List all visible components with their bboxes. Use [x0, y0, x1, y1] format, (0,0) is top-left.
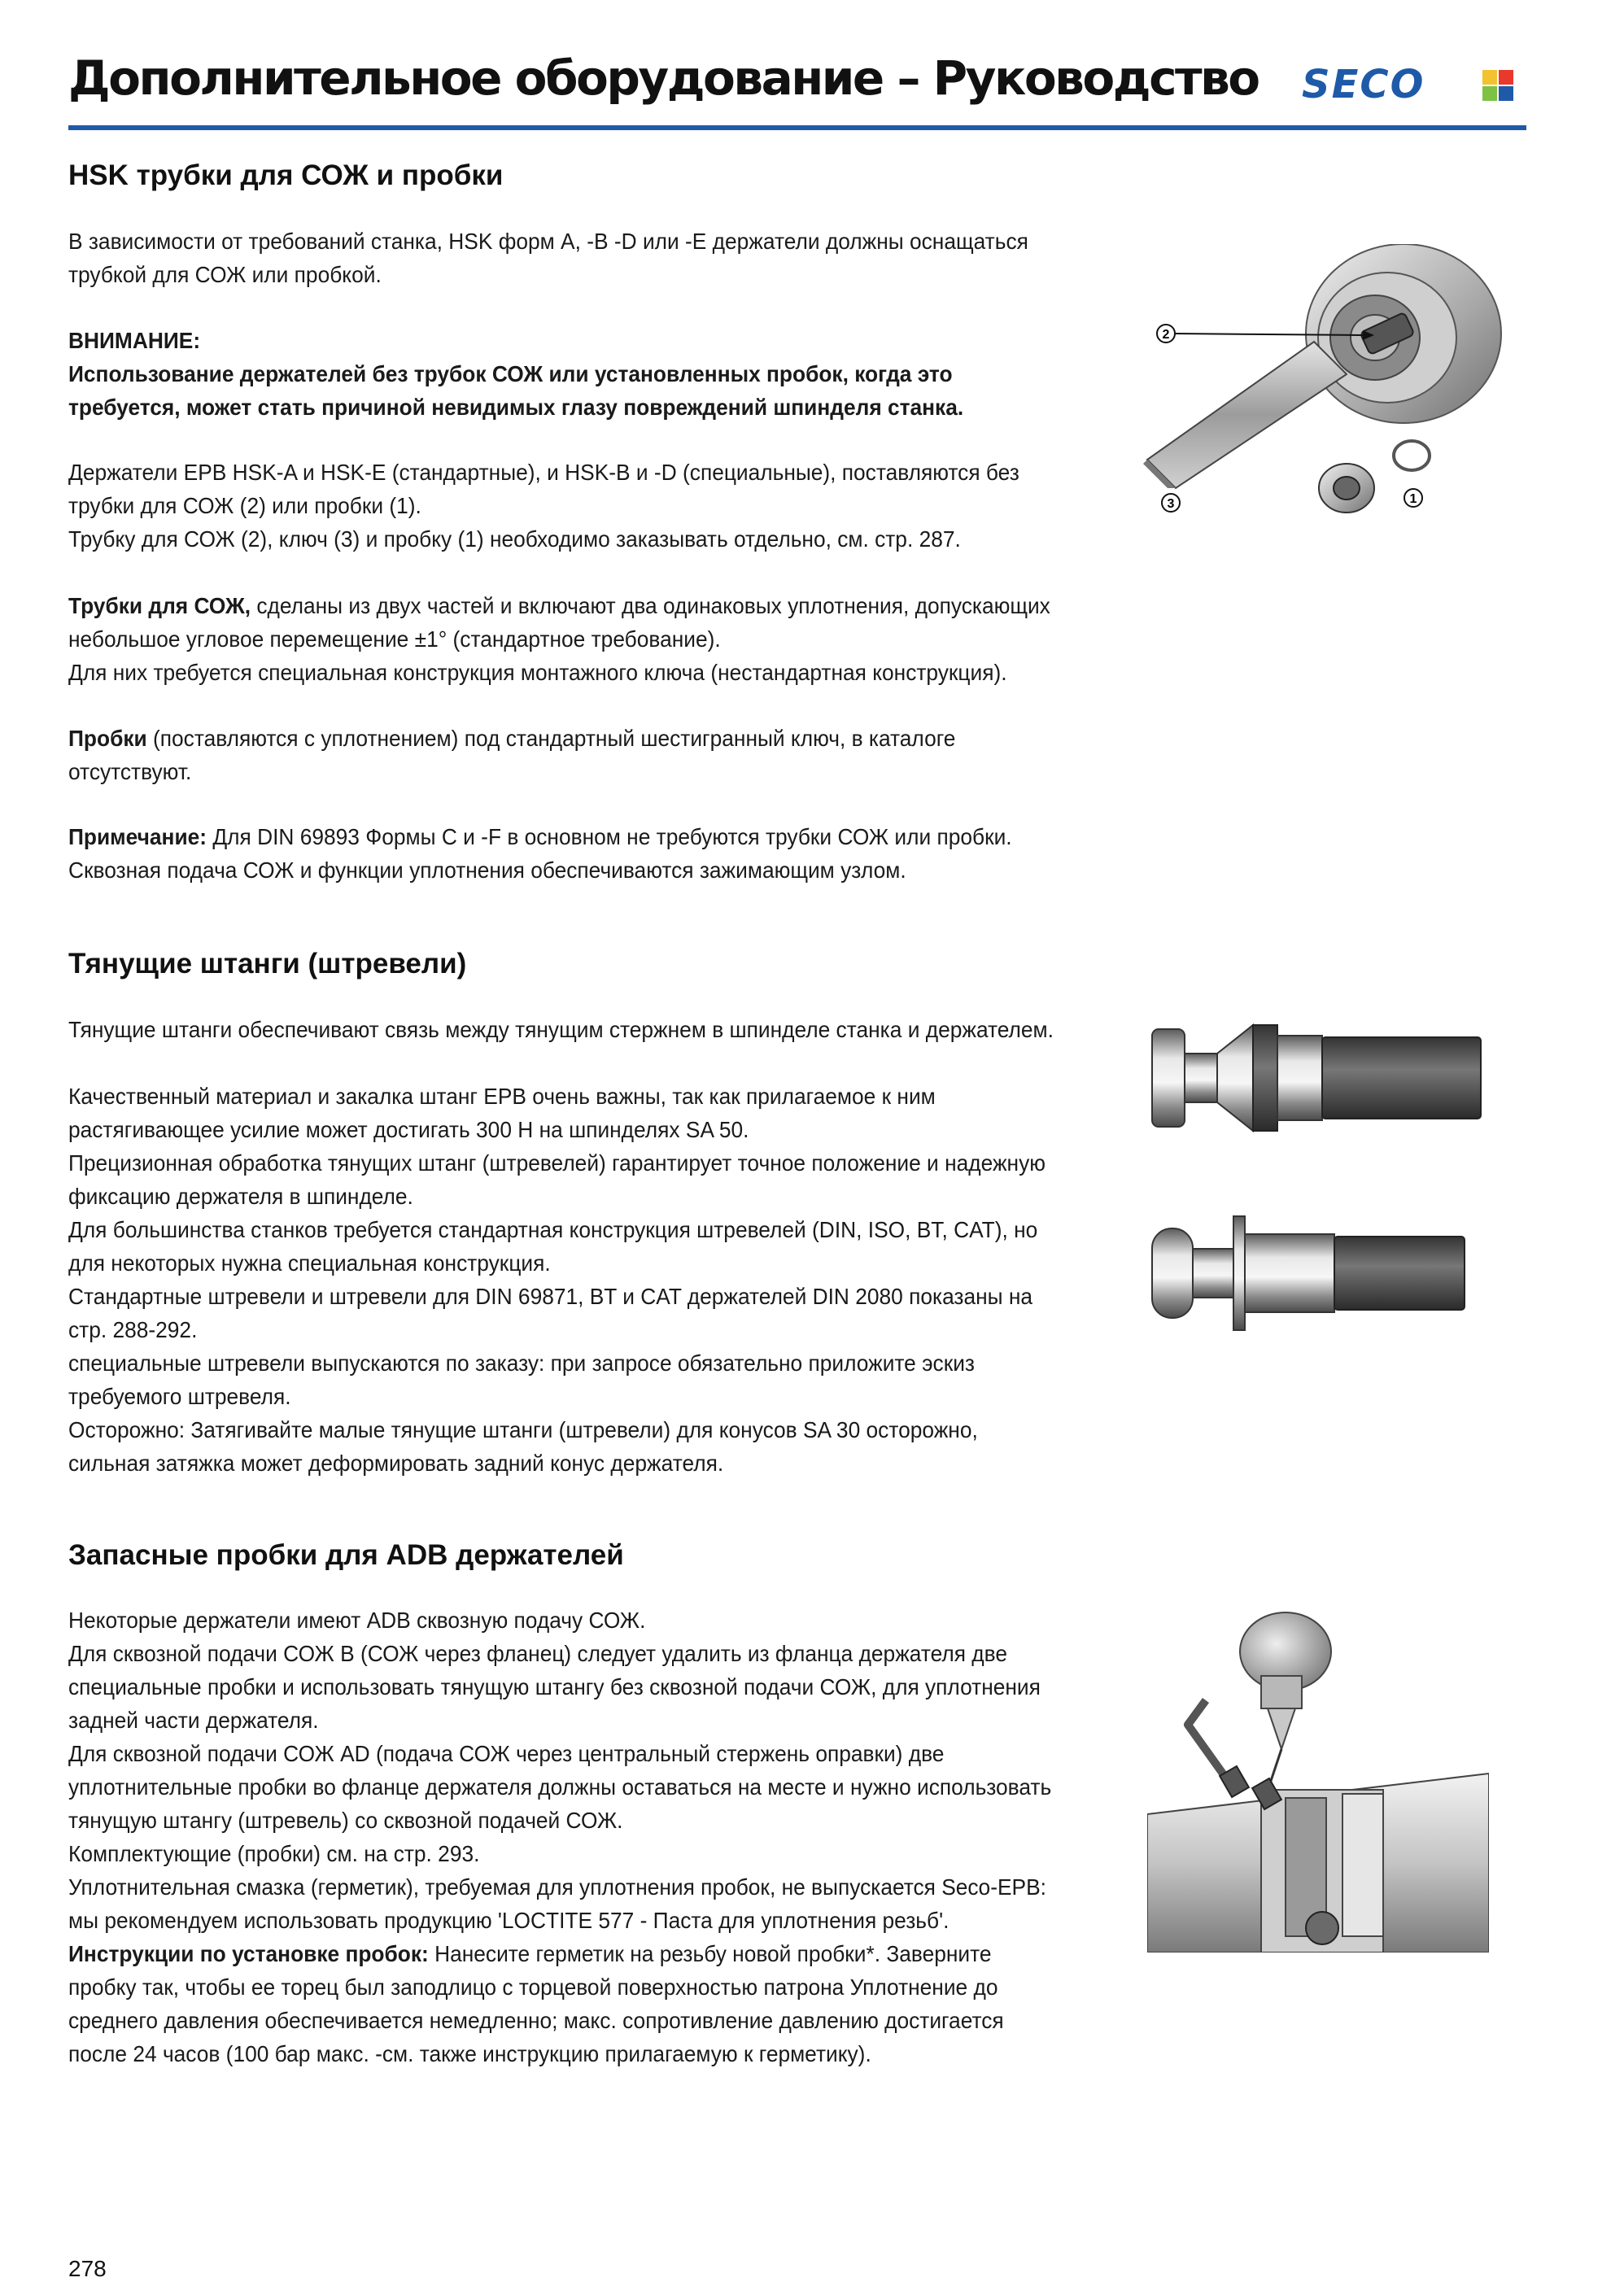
callout-2: 2 [1162, 328, 1170, 342]
section-title-adb-plugs: Запасные пробки для ADB держателей [68, 1539, 624, 1571]
inline-bold: Трубки для СОЖ, [68, 593, 251, 618]
paragraph: Прецизионная обработка тянущих штанг (штревелей) гарантирует точное положение и надежную фиксацию держателя в шпинделе. [68, 1150, 1046, 1209]
section-title-pull-studs: Тянущие штанги (штревели) [68, 948, 467, 980]
section-title-hsk: HSK трубки для СОЖ и пробки [68, 159, 504, 191]
header-rule [68, 125, 1526, 130]
adb-plug-install-image [1147, 1611, 1489, 1952]
inline-bold: Инструкции по установке пробок: [68, 1941, 429, 1966]
paragraph: Сквозная подача СОЖ и функции уплотнения обеспечиваются зажимающим узлом. [68, 857, 906, 883]
inline-text: Для DIN 69893 Формы C и -F в основном не требуются трубки СОЖ или пробки. [207, 824, 1012, 849]
paragraph [68, 589, 1055, 656]
logo-text: SECO [1302, 62, 1425, 107]
logo-squares-icon [1482, 70, 1515, 103]
paragraph: Уплотнительная смазка (герметик), требуемая для уплотнения пробок, не выпускается Seco-EPB: мы рекомендуем использовать продукцию 'LOCTITE 577 - Паста для уплотнения резьб'. [68, 1874, 1046, 1933]
pull-stud-images [1147, 1021, 1489, 1355]
inline-bold: Пробки [68, 726, 147, 751]
paragraph: В зависимости от требований станка, HSK форм А, -В -D или -Е держатели должны оснащаться трубкой для СОЖ или пробкой. [68, 229, 1028, 287]
paragraph: Тянущие штанги обеспечивают связь между тянущим стержнем в шпинделе станка и держателем. [68, 1017, 1054, 1042]
paragraph: специальные штревели выпускаются по заказу: при запросе обязательно приложите эскиз требуемого штревеля. [68, 1350, 975, 1409]
paragraph [68, 820, 1055, 853]
warning-heading: ВНИМАНИЕ: [68, 328, 201, 353]
inline-text: (поставляются с уплотнением) под стандартный шестигранный ключ, в каталоге отсутствуют. [68, 726, 956, 784]
page-title: Дополнительное оборудование – Руководство [68, 50, 1259, 106]
paragraph: Держатели EPB HSK-A и HSK-E (стандартные), и HSK-B и -D (специальные), поставляются без трубки для СОЖ (2) или пробки (1). [68, 460, 1019, 518]
paragraph: Для сквозной подачи СОЖ В (СОЖ через фланец) следует удалить из фланца держателя две специальные пробки и использовать тянущую штангу без сквозной подачи СОЖ, для уплотнения задней части держателя. [68, 1641, 1041, 1733]
paragraph: Для сквозной подачи СОЖ AD (подача СОЖ через центральный стержень оправки) две уплотнительные пробки во фланце держателя должны оставаться на месте и нужно использовать тянущую штангу (штревель) со сквозной подачей СОЖ. [68, 1741, 1052, 1833]
callout-1: 1 [1409, 492, 1417, 506]
callout-3: 3 [1167, 497, 1175, 511]
seco-logo [1302, 62, 1521, 107]
inline-bold: Примечание: [68, 824, 207, 849]
paragraph: Для них требуется специальная конструкция монтажного ключа (нестандартная конструкция). [68, 660, 1007, 685]
paragraph: Трубку для СОЖ (2), ключ (3) и пробку (1) необходимо заказывать отдельно, см. стр. 287. [68, 526, 961, 552]
page-number: 278 [68, 2256, 107, 2281]
paragraph: Качественный материал и закалка штанг EPB очень важны, так как прилагаемое к ним растягивающее усилие может достигать 300 Н на шпинделях SA 50. [68, 1084, 936, 1142]
paragraph [68, 722, 1055, 788]
inline-text: Нанесите герметик на резьбу новой пробки*. Заверните пробку так, чтобы ее торец был заподлицо с торцевой поверхностью патрона Уплотнение до среднего давления обеспечивается немедленно; макс. сопротивление давлению достигается после 24 часов (100 бар макс. -см. также инструкцию прилагаемую к герметику). [68, 1941, 1004, 2066]
paragraph: Некоторые держатели имеют ADB сквозную подачу СОЖ. [68, 1608, 646, 1633]
warning-text: Использование держателей без трубок СОЖ или установленных пробок, когда это требуется, может стать причиной невидимых глазу повреждений шпинделя станка. [68, 361, 964, 420]
paragraph [68, 1937, 1055, 2070]
paragraph: Осторожно: Затягивайте малые тянущие штанги (штревели) для конусов SA 30 осторожно, сильная затяжка может деформировать задний конус держателя. [68, 1417, 978, 1476]
paragraph: Стандартные штревели и штревели для DIN 69871, BT и CAT держателей DIN 2080 показаны на стр. 288-292. [68, 1284, 1033, 1342]
paragraph: Комплектующие (пробки) см. на стр. 293. [68, 1841, 480, 1866]
hsk-coolant-tube-image [1143, 244, 1509, 537]
paragraph: Для большинства станков требуется стандартная конструкция штревелей (DIN, ISO, BT, CAT), но для некоторых нужна специальная конструкция. [68, 1217, 1038, 1276]
inline-text: сделаны из двух частей и включают два одинаковых уплотнения, допускающих небольшое угловое перемещение ±1° (стандартное требование). [68, 593, 1050, 652]
